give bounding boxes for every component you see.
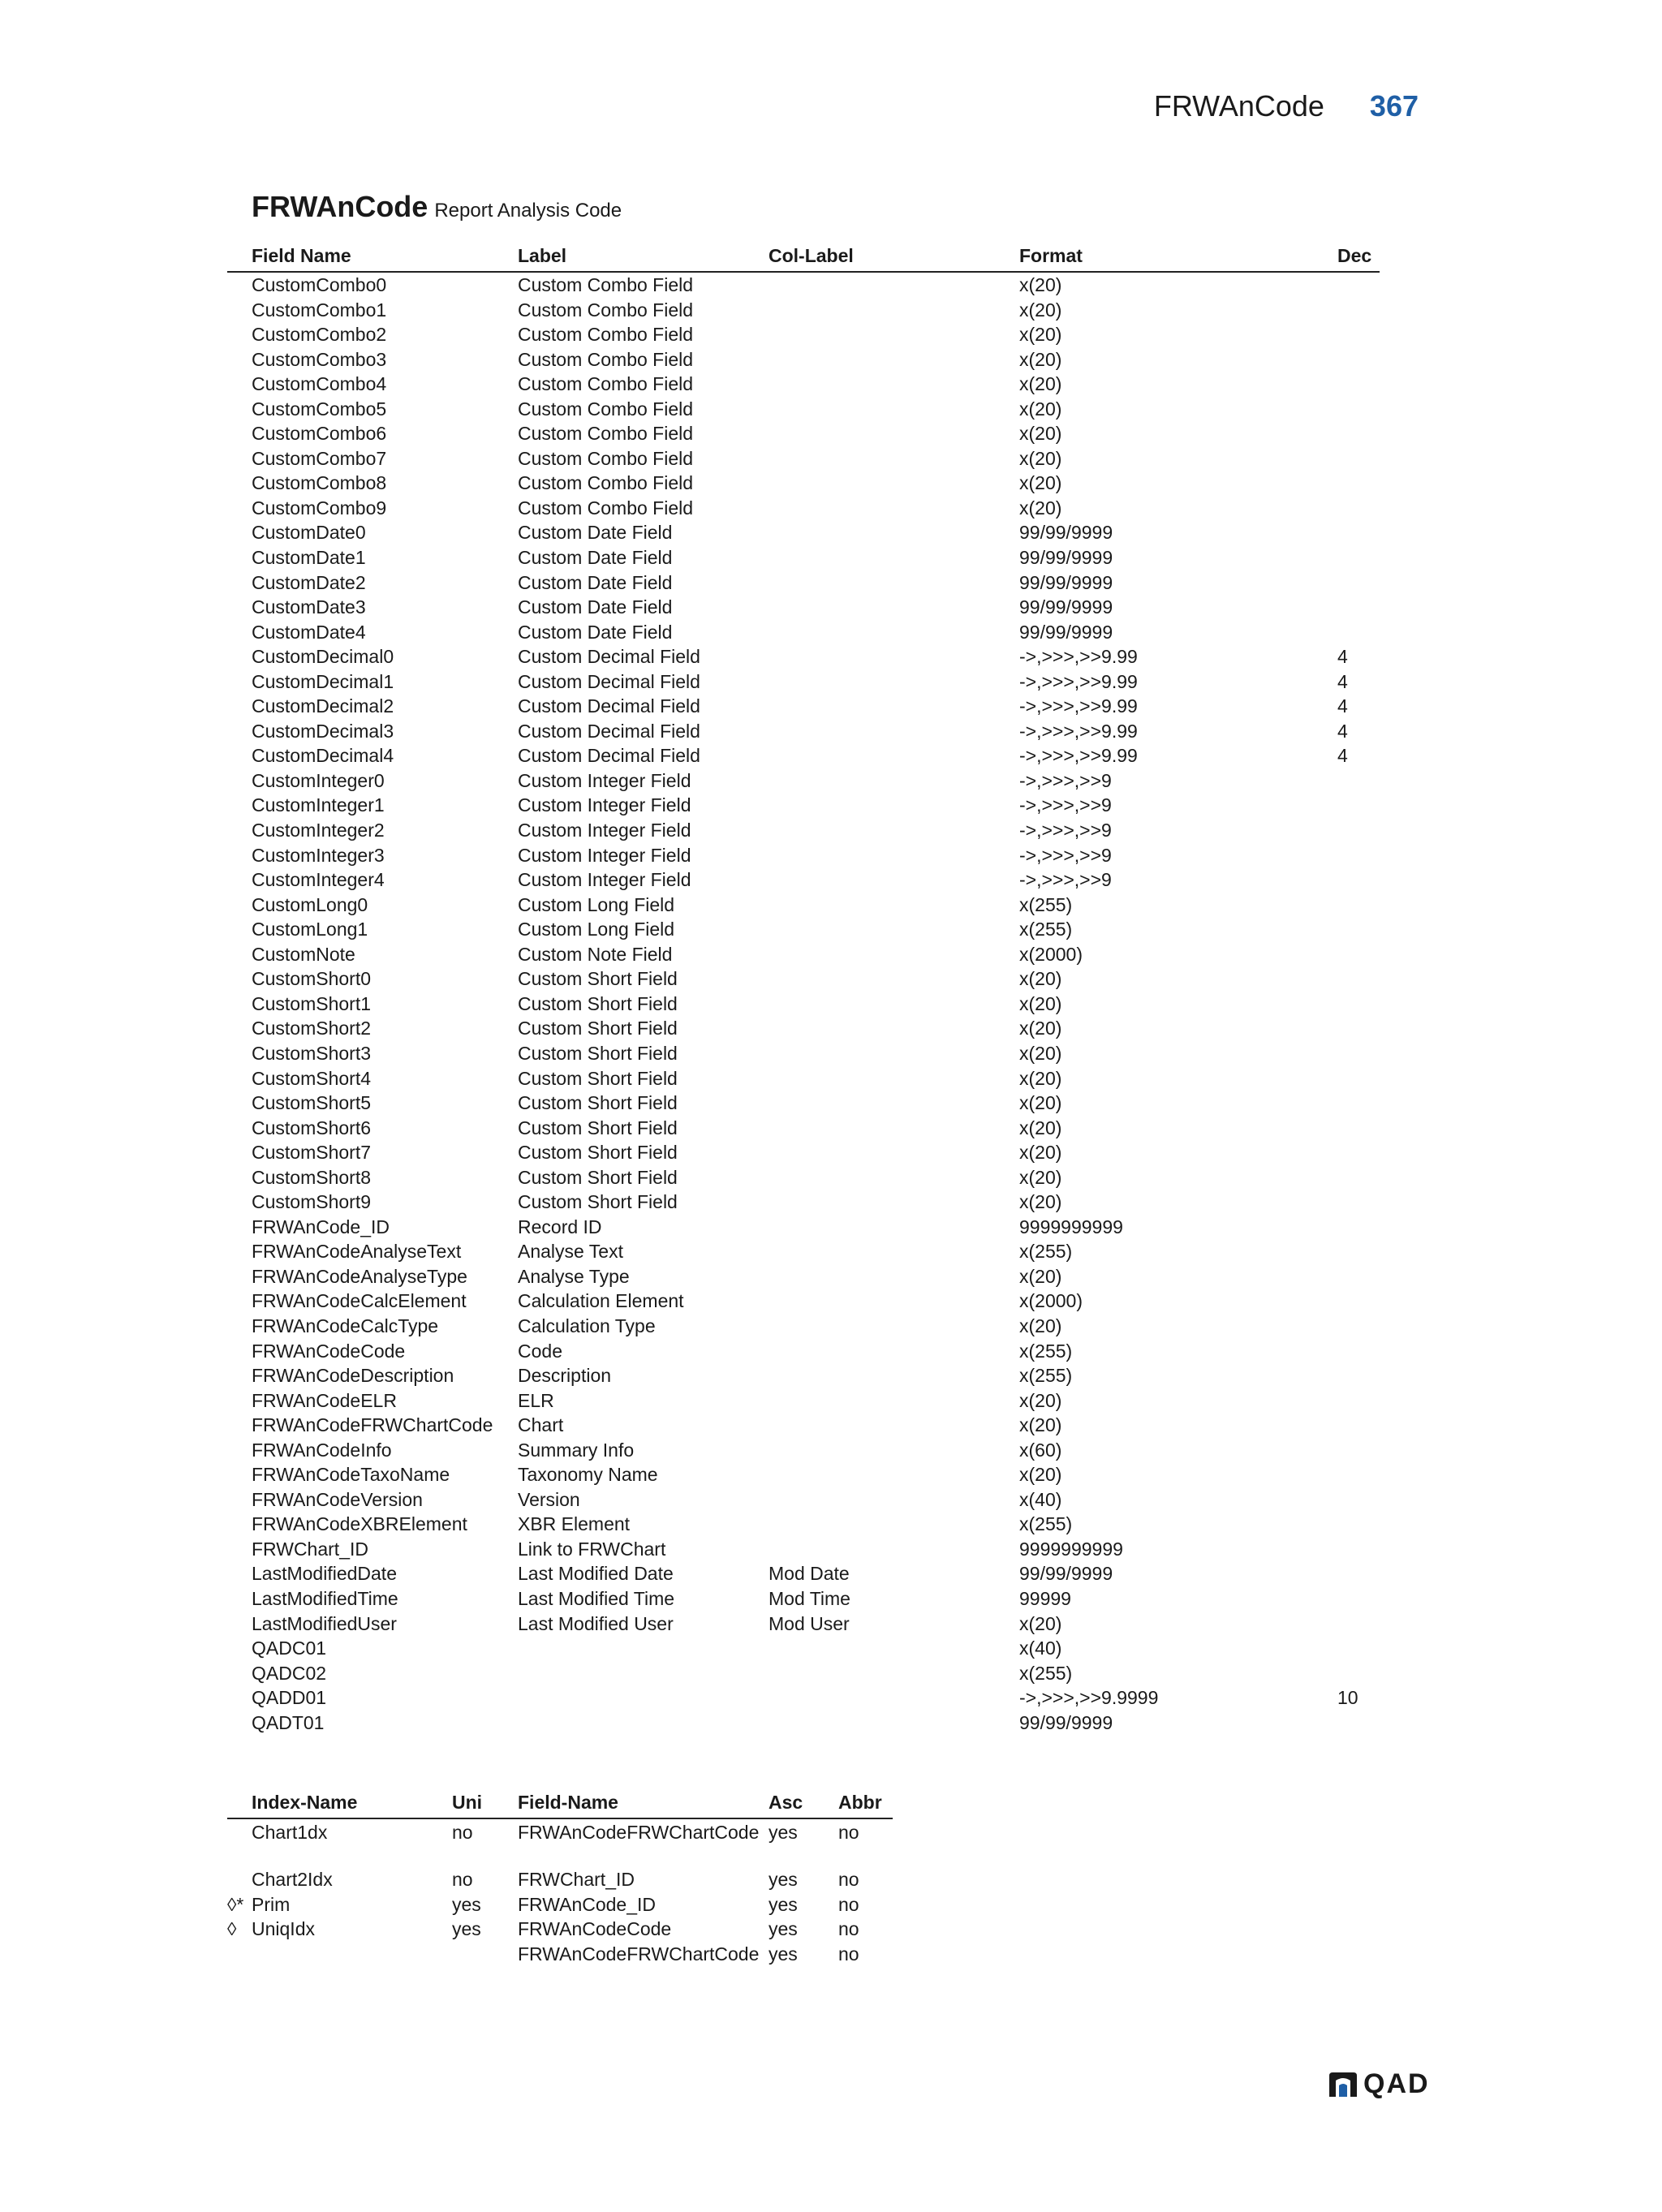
field-label: Link to FRWChart [518,1538,666,1560]
index-ascending: yes [769,1822,798,1843]
field-name: LastModifiedDate [252,1563,397,1585]
field-name: LastModifiedTime [252,1587,398,1609]
field-name: CustomCombo6 [252,423,387,445]
table-row [227,1116,1380,1141]
table-row [227,1041,1380,1066]
field-name: CustomDecimal3 [252,720,394,742]
field-label: Custom Combo Field [518,497,694,519]
field-label: Description [518,1365,612,1387]
table-row [227,446,1380,471]
table-row [227,545,1380,570]
field-label: Custom Decimal Field [518,670,700,692]
field-rows [227,273,1380,1735]
column-header-asc: Asc [769,1792,803,1813]
field-format: x(20) [1019,1018,1062,1039]
field-name: CustomShort1 [252,992,372,1014]
index-marker: ◊ [227,1918,237,1939]
field-name: CustomLong0 [252,893,368,915]
index-abbreviated: no [838,1893,859,1915]
index-ascending: yes [769,1869,798,1890]
field-label: Custom Combo Field [518,423,694,445]
index-marker: ◊* [227,1893,244,1915]
field-label: Custom Date Field [518,547,673,569]
field-format: x(20) [1019,472,1062,494]
field-name: CustomCombo0 [252,274,387,295]
field-format: 99/99/9999 [1019,571,1113,593]
qad-logo [1328,2068,1430,2100]
field-label: Custom Integer Field [518,769,691,791]
table-row [227,992,1380,1017]
field-name: CustomDate0 [252,522,366,544]
field-format: 99/99/9999 [1019,596,1113,618]
field-name: CustomDate4 [252,621,366,643]
field-name: CustomShort0 [252,968,372,990]
logo-text: QAD [1363,2068,1430,2099]
table-heading [252,190,622,224]
table-row [227,570,1380,596]
field-name: QADT01 [252,1711,325,1733]
field-format: x(20) [1019,992,1062,1014]
field-label: Taxonomy Name [518,1464,658,1486]
field-name: FRWAnCodeCode [252,1340,406,1362]
column-header-abbr: Abbr [838,1792,882,1813]
column-header-field-name: Field Name [252,245,351,266]
field-name: CustomDate1 [252,547,366,569]
field-format: x(20) [1019,398,1062,420]
field-col-label: Mod Date [769,1563,850,1585]
table-row [227,917,1380,942]
index-field-name: FRWAnCodeCode [518,1918,672,1939]
field-format: 99/99/9999 [1019,621,1113,643]
field-name: CustomDecimal2 [252,695,394,717]
field-format: x(20) [1019,348,1062,370]
field-label: Custom Combo Field [518,373,694,395]
index-abbreviated: no [838,1869,859,1890]
field-dec: 10 [1337,1687,1358,1709]
field-format: 99999 [1019,1587,1071,1609]
index-name: Chart1dx [252,1822,328,1843]
field-label: Code [518,1340,562,1362]
field-name: CustomCombo4 [252,373,387,395]
table-name: FRWAnCode [252,190,428,223]
table-row [227,322,1380,347]
index-abbreviated: no [838,1943,859,1965]
field-name: CustomShort4 [252,1067,372,1089]
field-format: 99/99/9999 [1019,1711,1113,1733]
field-format: x(20) [1019,324,1062,346]
field-format: ->,>>>,>>9 [1019,844,1112,866]
column-header-uni: Uni [452,1792,483,1813]
index-unique: no [452,1822,473,1843]
field-name: LastModifiedUser [252,1612,397,1634]
field-label: ELR [518,1389,554,1411]
index-abbreviated: no [838,1918,859,1939]
field-format: x(20) [1019,1191,1062,1213]
field-label: Last Modified User [518,1612,674,1634]
field-name: FRWAnCodeInfo [252,1439,392,1461]
field-name: CustomCombo9 [252,497,387,519]
field-name: FRWAnCodeAnalyseText [252,1241,462,1263]
table-row [227,694,1380,719]
column-header-label: Label [518,245,567,266]
field-label: Custom Short Field [518,1191,678,1213]
field-label: Custom Integer Field [518,844,691,866]
field-label: Custom Combo Field [518,274,694,295]
table-row [227,1612,1380,1637]
field-format: ->,>>>,>>9 [1019,794,1112,816]
field-format: ->,>>>,>>9.99 [1019,646,1138,668]
field-name: FRWChart_ID [252,1538,368,1560]
table-row [227,471,1380,496]
field-name: FRWAnCodeVersion [252,1488,423,1510]
table-row [227,843,1380,868]
field-label: Analyse Type [518,1265,630,1287]
field-format: 99/99/9999 [1019,547,1113,569]
field-label: Custom Short Field [518,1042,678,1064]
field-format: x(255) [1019,1340,1073,1362]
field-format: x(20) [1019,1166,1062,1188]
table-row [227,1016,1380,1041]
index-unique: yes [452,1893,481,1915]
field-label: Custom Long Field [518,919,675,940]
field-format: 99/99/9999 [1019,522,1113,544]
field-label: Custom Integer Field [518,820,691,841]
table-row [227,793,1380,818]
field-name: CustomCombo2 [252,324,387,346]
table-row [227,743,1380,768]
index-name: Chart2Idx [252,1869,333,1890]
field-label: Custom Decimal Field [518,745,700,767]
table-row [227,1561,1380,1586]
field-name: CustomDate2 [252,571,366,593]
field-name: CustomDecimal1 [252,670,394,692]
field-label: Summary Info [518,1439,635,1461]
field-name: CustomNote [252,943,355,965]
field-label: Custom Decimal Field [518,695,700,717]
column-header-index-name: Index-Name [252,1792,358,1813]
table-row [227,421,1380,446]
field-format: x(255) [1019,1365,1073,1387]
field-label: Calculation Element [518,1290,684,1312]
field-name: FRWAnCode_ID [252,1216,390,1237]
table-description: Report Analysis Code [434,200,622,222]
field-format: x(20) [1019,373,1062,395]
field-name: CustomInteger0 [252,769,385,791]
field-label: Custom Integer Field [518,869,691,891]
field-format: ->,>>>,>>9 [1019,820,1112,841]
field-label: Custom Short Field [518,1117,678,1138]
field-name: CustomCombo5 [252,398,387,420]
table-row [227,595,1380,620]
field-format: x(255) [1019,893,1073,915]
field-label: Custom Combo Field [518,447,694,469]
table-row [227,397,1380,422]
field-name: CustomInteger1 [252,794,385,816]
index-unique: yes [452,1918,481,1939]
table-row [227,644,1380,669]
field-format: 99/99/9999 [1019,1563,1113,1585]
field-label: Version [518,1488,580,1510]
field-format: 9999999999 [1019,1216,1123,1237]
table-row [227,1586,1380,1612]
field-format: x(20) [1019,1067,1062,1089]
field-dec: 4 [1337,720,1348,742]
field-name: CustomDecimal4 [252,745,394,767]
table-row [227,1289,1380,1314]
table-row [227,620,1380,645]
field-label: Custom Short Field [518,1067,678,1089]
field-format: x(20) [1019,1389,1062,1411]
field-label: Chart [518,1414,564,1436]
field-format: ->,>>>,>>9.99 [1019,720,1138,742]
field-label: Custom Decimal Field [518,720,700,742]
field-label: Custom Short Field [518,1092,678,1114]
field-format: x(20) [1019,1265,1062,1287]
index-name: Prim [252,1893,291,1915]
table-row [227,1819,893,1866]
table-row [227,347,1380,372]
field-label: Calculation Type [518,1315,656,1336]
field-table [227,242,1380,1735]
field-format: x(255) [1019,1662,1073,1684]
table-row [227,867,1380,893]
table-row [227,1636,1380,1661]
column-header-field-name: Field-Name [518,1792,618,1813]
field-format: 9999999999 [1019,1538,1123,1560]
table-row [227,1363,1380,1388]
field-label: Custom Combo Field [518,348,694,370]
table-row [227,818,1380,843]
field-format: x(20) [1019,274,1062,295]
field-format: x(20) [1019,497,1062,519]
field-dec: 4 [1337,646,1348,668]
table-row [227,719,1380,744]
table-row [227,966,1380,992]
table-row [227,1512,1380,1537]
field-label: Record ID [518,1216,602,1237]
running-title: FRWAnCode [1153,89,1324,123]
table-row [227,1685,1380,1711]
field-label: Last Modified Time [518,1587,675,1609]
table-row [227,496,1380,521]
field-label: Custom Date Field [518,571,673,593]
field-dec: 4 [1337,670,1348,692]
field-name: CustomShort2 [252,1018,372,1039]
index-name: UniqIdx [252,1918,315,1939]
table-row [227,1537,1380,1562]
field-format: x(255) [1019,1241,1073,1263]
table-row [227,1941,893,1988]
table-row [227,520,1380,545]
table-row [227,1711,1380,1736]
index-field-name: FRWAnCodeFRWChartCode [518,1943,760,1965]
table-row [227,1916,893,1941]
field-col-label: Mod User [769,1612,850,1634]
index-field-name: FRWAnCode_ID [518,1893,657,1915]
table-row [227,1140,1380,1165]
index-rows [227,1819,893,1988]
table-row [227,1462,1380,1487]
field-label: Custom Long Field [518,893,675,915]
table-row [227,1661,1380,1686]
field-name: CustomCombo7 [252,447,387,469]
field-name: CustomInteger2 [252,820,385,841]
field-format: x(20) [1019,968,1062,990]
field-format: x(60) [1019,1439,1062,1461]
page-header [1154,89,1419,123]
field-dec: 4 [1337,695,1348,717]
index-ascending: yes [769,1918,798,1939]
field-format: x(20) [1019,1315,1062,1336]
field-format: x(20) [1019,1042,1062,1064]
field-label: Custom Combo Field [518,299,694,321]
table-row [227,1487,1380,1513]
field-name: FRWAnCodeFRWChartCode [252,1414,493,1436]
field-format: x(2000) [1019,1290,1083,1312]
field-format: x(255) [1019,919,1073,940]
column-header-col-label: Col-Label [769,245,854,266]
table-row [227,273,1380,298]
field-format: ->,>>>,>>9.99 [1019,745,1138,767]
table-row [227,1891,893,1917]
field-format: x(2000) [1019,943,1083,965]
page-number: 367 [1369,89,1419,123]
field-format: x(255) [1019,1513,1073,1535]
table-row [227,372,1380,397]
table-row [227,1866,893,1891]
field-label: Custom Date Field [518,522,673,544]
field-label: Custom Short Field [518,1018,678,1039]
field-name: CustomShort9 [252,1191,372,1213]
field-label: XBR Element [518,1513,631,1535]
field-format: x(20) [1019,1414,1062,1436]
field-name: CustomLong1 [252,919,368,940]
table-row [227,1438,1380,1463]
field-label: Custom Short Field [518,968,678,990]
field-name: QADD01 [252,1687,327,1709]
field-label: Custom Combo Field [518,398,694,420]
field-name: FRWAnCodeCalcElement [252,1290,467,1312]
field-name: CustomShort7 [252,1142,372,1164]
table-row [227,669,1380,695]
table-row [227,1215,1380,1240]
table-row [227,768,1380,794]
field-table-header [227,242,1380,273]
field-label: Custom Short Field [518,1166,678,1188]
field-format: ->,>>>,>>9 [1019,769,1112,791]
index-field-name: FRWAnCodeFRWChartCode [518,1822,760,1843]
field-label: Analyse Text [518,1241,623,1263]
field-col-label: Mod Time [769,1587,850,1609]
field-name: CustomCombo1 [252,299,387,321]
table-row [227,1239,1380,1264]
field-label: Custom Note Field [518,943,673,965]
field-format: ->,>>>,>>9.99 [1019,695,1138,717]
field-name: FRWAnCodeELR [252,1389,397,1411]
table-row [227,1091,1380,1116]
field-name: CustomDecimal0 [252,646,394,668]
field-label: Custom Short Field [518,992,678,1014]
field-name: QADC02 [252,1662,327,1684]
field-name: CustomInteger3 [252,844,385,866]
index-table-header [227,1785,893,1819]
field-format: x(20) [1019,1464,1062,1486]
field-name: CustomDate3 [252,596,366,618]
field-name: FRWAnCodeAnalyseType [252,1265,467,1287]
field-name: CustomShort5 [252,1092,372,1114]
field-format: x(20) [1019,1092,1062,1114]
field-label: Last Modified Date [518,1563,674,1585]
field-format: x(20) [1019,423,1062,445]
field-format: x(20) [1019,299,1062,321]
field-label: Custom Combo Field [518,324,694,346]
field-format: x(40) [1019,1637,1062,1659]
field-name: QADC01 [252,1637,327,1659]
field-label: Custom Decimal Field [518,646,700,668]
field-label: Custom Date Field [518,621,673,643]
field-format: ->,>>>,>>9.9999 [1019,1687,1159,1709]
field-format: ->,>>>,>>9.99 [1019,670,1138,692]
table-row [227,1165,1380,1190]
field-format: ->,>>>,>>9 [1019,869,1112,891]
field-name: FRWAnCodeDescription [252,1365,454,1387]
index-ascending: yes [769,1943,798,1965]
field-name: FRWAnCodeCalcType [252,1315,439,1336]
column-header-dec: Dec [1337,245,1372,266]
table-row [227,1339,1380,1364]
column-header-format: Format [1019,245,1083,266]
field-label: Custom Combo Field [518,472,694,494]
table-row [227,893,1380,918]
field-dec: 4 [1337,745,1348,767]
field-label: Custom Integer Field [518,794,691,816]
index-unique: no [452,1869,473,1890]
field-format: x(40) [1019,1488,1062,1510]
field-name: CustomShort3 [252,1042,372,1064]
field-name: CustomCombo8 [252,472,387,494]
field-name: CustomShort8 [252,1166,372,1188]
table-row [227,1388,1380,1414]
index-ascending: yes [769,1893,798,1915]
field-name: CustomCombo3 [252,348,387,370]
table-row [227,1066,1380,1091]
table-row [227,1264,1380,1289]
table-row [227,942,1380,967]
index-field-name: FRWChart_ID [518,1869,635,1890]
field-label: Custom Date Field [518,596,673,618]
field-name: CustomInteger4 [252,869,385,891]
index-abbreviated: no [838,1822,859,1843]
field-label: Custom Short Field [518,1142,678,1164]
field-name: CustomShort6 [252,1117,372,1138]
index-table [227,1785,893,1988]
field-format: x(20) [1019,1142,1062,1164]
field-format: x(20) [1019,1117,1062,1138]
field-format: x(20) [1019,447,1062,469]
qad-logo-icon [1328,2071,1358,2098]
table-row [227,1190,1380,1215]
table-row [227,1314,1380,1339]
field-name: FRWAnCodeXBRElement [252,1513,467,1535]
field-name: FRWAnCodeTaxoName [252,1464,450,1486]
table-row [227,298,1380,323]
field-format: x(20) [1019,1612,1062,1634]
table-row [227,1413,1380,1438]
